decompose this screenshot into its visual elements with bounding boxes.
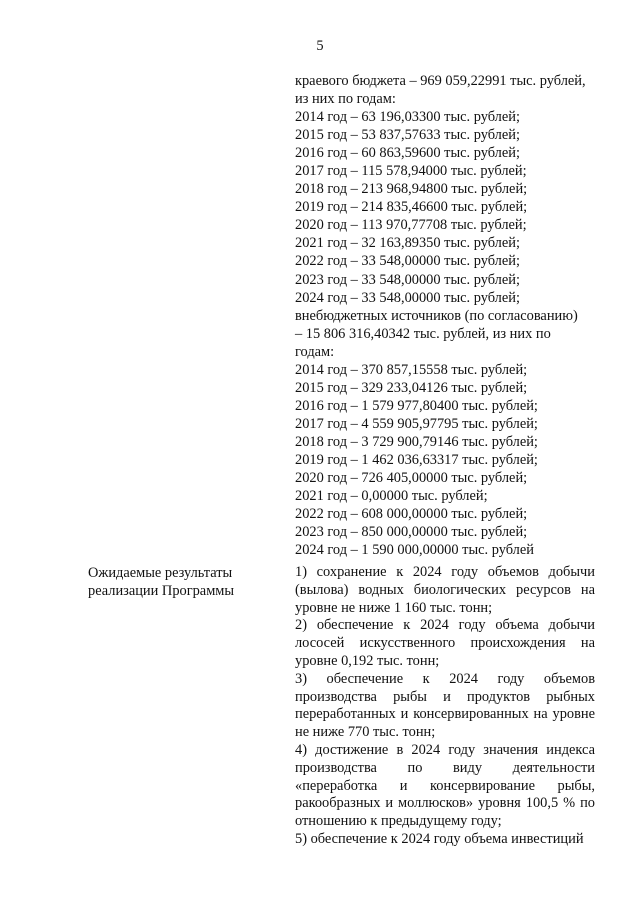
regional-year-line: 2019 год – 214 835,46600 тыс. рублей; [295, 199, 528, 216]
extra-year-line: 2020 год – 726 405,00000 тыс. рублей; [295, 470, 528, 487]
result-item: 3) обеспечение к 2024 году объемов производства рыбы и продуктов рыбных переработанных и консервированных на уровне не ниже 770 тыс. тонн; [295, 670, 595, 741]
extra-year-line: 2021 год – 0,00000 тыс. рублей; [295, 488, 488, 505]
regional-years-list [295, 108, 595, 307]
results-list [295, 564, 595, 849]
regional-year-line: 2018 год – 213 968,94800 тыс. рублей; [295, 181, 528, 198]
result-item: 2) обеспечение к 2024 году объема добычи лососей искусственного происхождения на уровне 0,192 тыс. тонн; [295, 617, 595, 669]
extra-year-line: 2023 год – 850 000,00000 тыс. рублей; [295, 524, 528, 541]
extra-year-line: 2017 год – 4 559 905,97795 тыс. рублей; [295, 415, 538, 432]
regional-by-years-intro: из них по годам: [295, 91, 396, 108]
regional-year-line: 2022 год – 33 548,00000 тыс. рублей; [295, 253, 520, 270]
extra-year-line: 2015 год – 329 233,04126 тыс. рублей; [295, 379, 528, 396]
regional-year-line: 2014 год – 63 196,03300 тыс. рублей; [295, 109, 520, 126]
result-item: 1) сохранение к 2024 году объемов добычи (вылова) водных биологических ресурсов на уровне не ниже 1 160 тыс. тонн; [295, 564, 595, 616]
extra-year-line: 2022 год – 608 000,00000 тыс. рублей; [295, 506, 528, 523]
extra-year-line: 2014 год – 370 857,15558 тыс. рублей; [295, 361, 528, 378]
extra-year-line: 2019 год – 1 462 036,63317 тыс. рублей; [295, 451, 538, 468]
result-item: 4) достижение в 2024 году значения индекса производства по виду деятельности «переработка и консервирование рыбы, ракообразных и моллюсков» уровня 100,5 % по отношению к предыдущему году; [295, 741, 595, 830]
extra-years-list [295, 361, 595, 560]
page-number: 5 [316, 38, 324, 54]
regional-year-line: 2017 год – 115 578,94000 тыс. рублей; [295, 163, 527, 180]
regional-budget-total: краевого бюджета – 969 059,22991 тыс. рублей, [295, 73, 586, 89]
results-label: Ожидаемые результаты реализации Программы [88, 565, 235, 599]
result-item: 5) обеспечение к 2024 году объема инвестиций [295, 830, 584, 847]
funding-section [295, 72, 595, 559]
regional-year-line: 2016 год – 60 863,59600 тыс. рублей; [295, 145, 520, 162]
regional-year-line: 2023 год – 33 548,00000 тыс. рублей; [295, 271, 520, 288]
extra-budget-intro-line-1: внебюджетных источников (по согласованию) [295, 307, 578, 324]
regional-year-line: 2015 год – 53 837,57633 тыс. рублей; [295, 127, 520, 144]
regional-year-line: 2020 год – 113 970,77708 тыс. рублей; [295, 217, 527, 234]
regional-year-line: 2024 год – 33 548,00000 тыс. рублей; [295, 289, 520, 306]
extra-budget-intro-line-3: годам: [295, 343, 335, 360]
extra-year-line: 2018 год – 3 729 900,79146 тыс. рублей; [295, 433, 538, 450]
extra-budget-intro-line-2: – 15 806 316,40342 тыс. рублей, из них по [295, 325, 551, 342]
extra-year-line: 2016 год – 1 579 977,80400 тыс. рублей; [295, 397, 538, 414]
extra-year-line: 2024 год – 1 590 000,00000 тыс. рублей [295, 542, 534, 559]
regional-year-line: 2021 год – 32 163,89350 тыс. рублей; [295, 235, 520, 252]
